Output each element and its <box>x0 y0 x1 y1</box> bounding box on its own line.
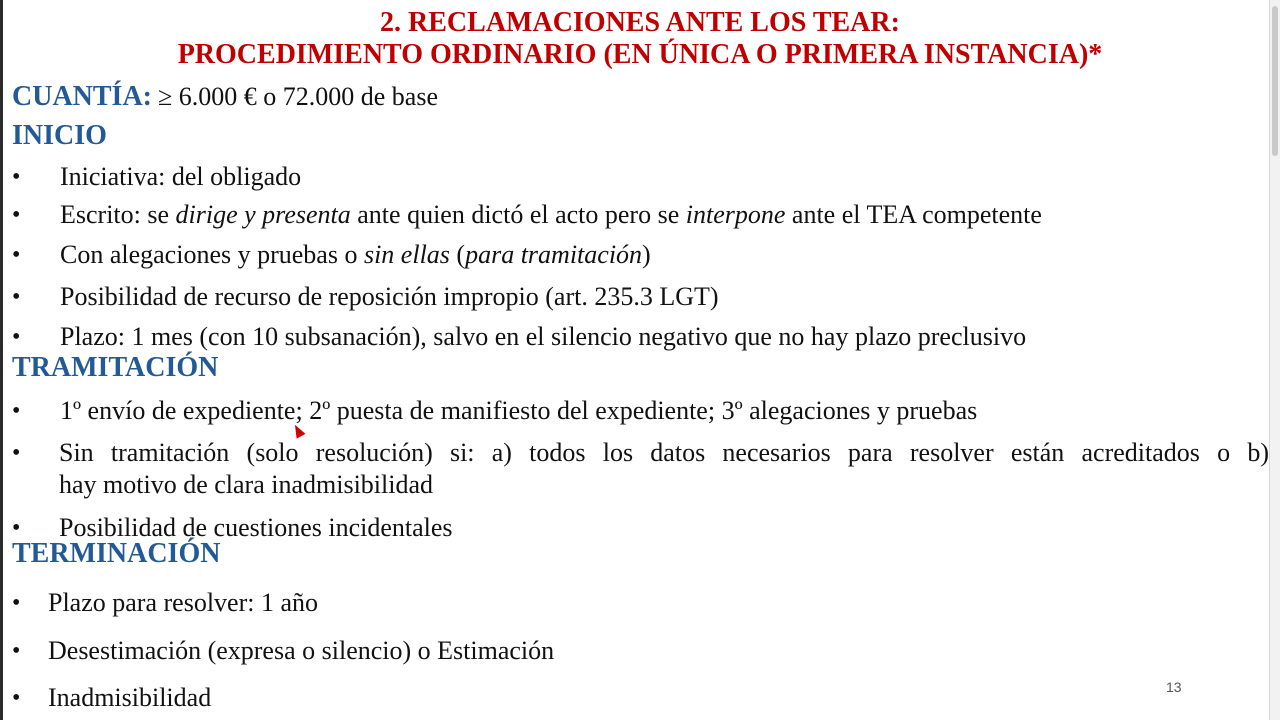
slide-title-line-1: 2. RECLAMACIONES ANTE LOS TEAR: <box>380 7 900 38</box>
bullet-icon: • <box>12 242 21 268</box>
inicio-item-iniciativa: Iniciativa: del obligado <box>60 162 302 191</box>
section-heading-terminacion: TERMINACIÓN <box>12 538 221 569</box>
cuantia-label: CUANTÍA: <box>12 81 152 112</box>
tramitacion-item-pasos: 1º envío de expediente; 2º puesta de manifiesto del expediente; 3º alegaciones y pruebas <box>60 396 978 425</box>
slide-title-line-2: PROCEDIMIENTO ORDINARIO (EN ÚNICA O PRIMERA INSTANCIA)* <box>177 39 1103 70</box>
inicio-item-alegaciones: Con alegaciones y pruebas o sin ellas (para tramitación) <box>60 240 651 269</box>
bullet-icon: • <box>12 638 21 664</box>
tramitacion-item-sin-tramitacion-line-2: hay motivo de clara inadmisibilidad <box>59 470 434 499</box>
inicio-item-reposicion: Posibilidad de recurso de reposición impropio (art. 235.3 LGT) <box>60 282 719 311</box>
tramitacion-item-sin-tramitacion-line-1: Sin tramitación (solo resolución) si: a) todos los datos necesarios para resolver están acreditados o b) <box>59 438 1269 467</box>
section-heading-inicio: INICIO <box>12 120 107 151</box>
inicio-item-plazo: Plazo: 1 mes (con 10 subsanación), salvo en el silencio negativo que no hay plazo preclusivo <box>60 322 1027 351</box>
terminacion-item-plazo: Plazo para resolver: 1 año <box>48 588 319 617</box>
bullet-icon: • <box>12 284 21 310</box>
terminacion-item-inadmisibilidad: Inadmisibilidad <box>48 683 212 712</box>
bullet-icon: • <box>12 515 21 541</box>
scrollbar[interactable] <box>1269 0 1280 720</box>
cuantia-row <box>12 81 438 113</box>
tramitacion-item-cuestiones: Posibilidad de cuestiones incidentales <box>59 513 453 542</box>
bullet-icon: • <box>12 202 21 228</box>
cuantia-value: ≥ 6.000 € o 72.000 de base <box>158 82 439 111</box>
bullet-icon: • <box>12 590 21 616</box>
section-heading-tramitacion: TRAMITACIÓN <box>12 352 219 383</box>
page-number: 13 <box>1166 679 1182 695</box>
window-left-edge <box>0 0 3 720</box>
bullet-icon: • <box>12 440 21 466</box>
bullet-icon: • <box>12 164 21 190</box>
terminacion-item-desestimacion: Desestimación (expresa o silencio) o Estimación <box>48 636 555 665</box>
bullet-icon: • <box>12 398 21 424</box>
inicio-item-escrito: Escrito: se dirige y presenta ante quien dictó el acto pero se interpone ante el TEA competente <box>60 200 1042 229</box>
bullet-icon: • <box>12 685 21 711</box>
bullet-icon: • <box>12 324 21 350</box>
